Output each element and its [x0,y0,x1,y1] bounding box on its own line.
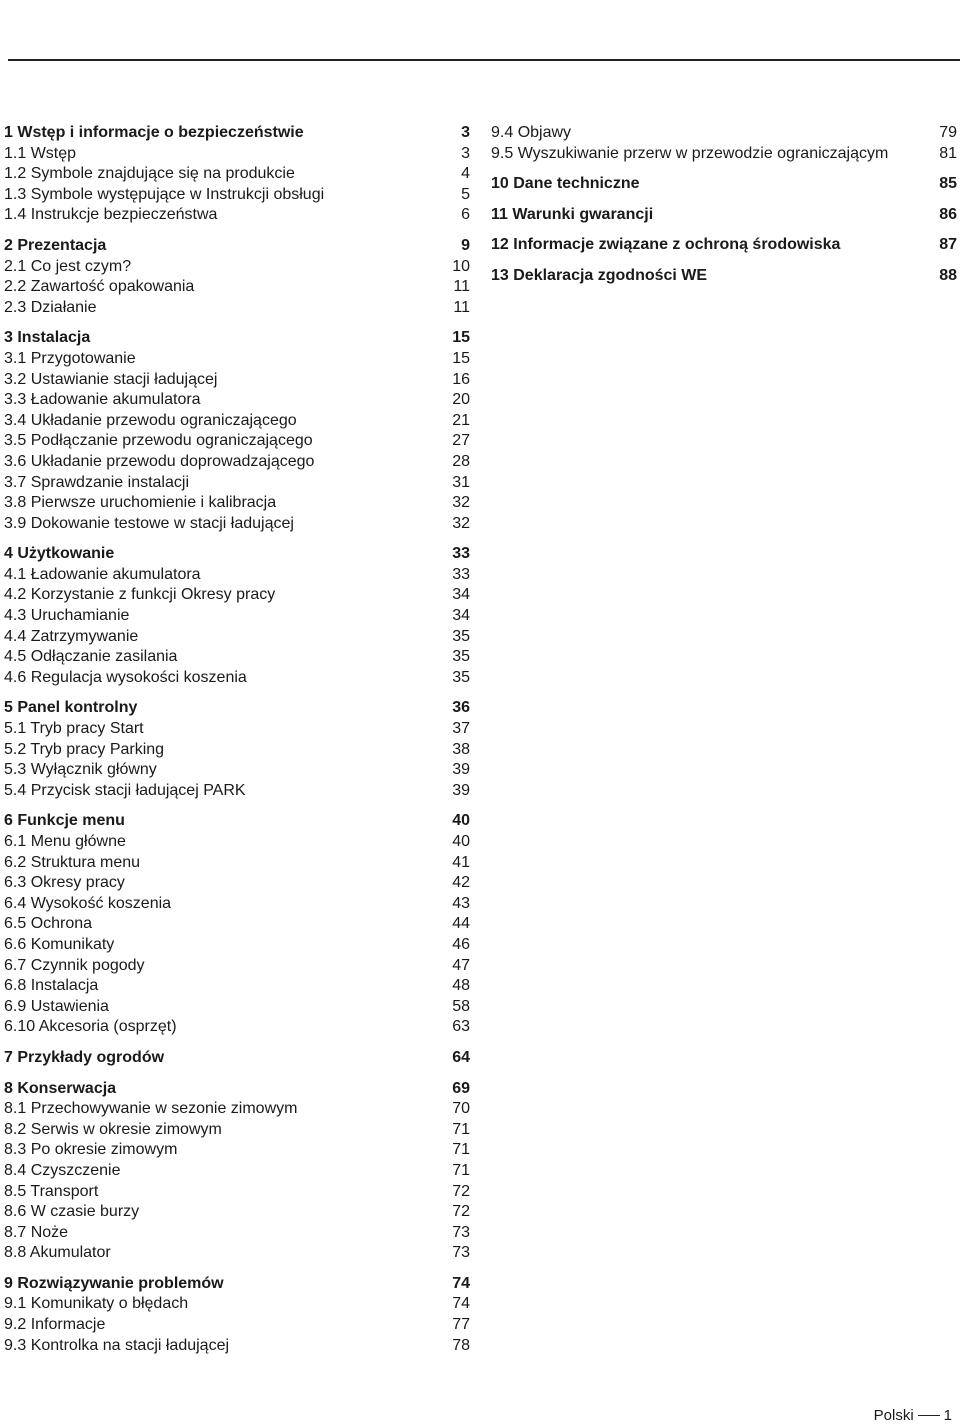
footer-page-number: 1 [943,1407,952,1424]
toc-page-number: 11 [453,298,470,316]
toc-entry[interactable] [4,565,470,586]
top-rule [8,59,960,61]
toc-entry[interactable] [4,1223,470,1244]
toc-entry-title: 8.3 Po okresie zimowym [4,1141,178,1159]
toc-section-heading[interactable] [4,1274,470,1295]
toc-entry[interactable] [4,473,470,494]
toc-entry[interactable] [4,873,470,894]
toc-entry[interactable] [4,832,470,853]
toc-entry[interactable] [4,277,470,298]
toc-entry[interactable] [4,1099,470,1120]
toc-heading-title: 5 Panel kontrolny [4,699,138,717]
toc-page-number: 38 [452,740,470,758]
toc-page-number: 71 [452,1120,470,1138]
toc-entry[interactable] [4,514,470,535]
toc-entry-title: 4.6 Regulacja wysokości koszenia [4,668,247,686]
toc-page-number: 33 [452,565,470,583]
toc-entry-title: 1.4 Instrukcje bezpieczeństwa [4,206,218,224]
toc-entry-title: 6.9 Ustawienia [4,997,109,1015]
toc-page-number: 35 [452,668,470,686]
toc-entry[interactable] [4,719,470,740]
toc-page-number: 32 [452,494,470,512]
toc-heading-title: 3 Instalacja [4,329,91,347]
toc-page-number: 3 [461,144,470,162]
toc-entry-title: 5.2 Tryb pracy Parking [4,740,165,758]
toc-section-heading[interactable] [4,236,470,257]
toc-page-number: 58 [452,997,470,1015]
toc-entry-title: 6.7 Czynnik pogody [4,956,145,974]
toc-page-number: 85 [939,175,957,193]
toc-section-heading[interactable] [491,266,957,287]
toc-page-number: 28 [452,452,470,470]
toc-page-number: 39 [452,781,470,799]
toc-page-number: 27 [452,432,470,450]
toc-page-number: 70 [452,1100,470,1118]
toc-entry[interactable] [4,935,470,956]
toc-heading-title: 13 Deklaracja zgodności WE [491,266,708,284]
toc-page-number: 72 [452,1182,470,1200]
toc-entry-title: 1.1 Wstęp [4,144,77,162]
toc-section [4,811,470,1038]
footer-language: Polski [873,1407,914,1424]
toc-entry[interactable] [4,298,470,319]
toc-entry-title: 4.1 Ładowanie akumulatora [4,565,201,583]
toc-page-number: 21 [452,411,470,429]
toc-page-number: 81 [939,144,957,162]
toc-entry-title: 9.1 Komunikaty o błędach [4,1295,189,1313]
toc-section [491,235,957,256]
toc-entry-title: 8.4 Czyszczenie [4,1161,121,1179]
toc-entry[interactable] [4,349,470,370]
toc-page-number: 63 [452,1018,470,1036]
toc-entry-title: 2.1 Co jest czym? [4,257,132,275]
toc-page-number: 73 [452,1244,470,1262]
toc-entry[interactable] [4,257,470,278]
toc-page-number: 5 [461,185,470,203]
toc-entry[interactable] [4,606,470,627]
toc-entry[interactable] [4,585,470,606]
toc-entry-title: 3.1 Przygotowanie [4,349,136,367]
toc-section-heading[interactable] [4,1079,470,1100]
toc-section-heading[interactable] [4,123,470,144]
toc-entry-title: 3.3 Ładowanie akumulatora [4,391,201,409]
toc-section-heading[interactable] [4,328,470,349]
toc-entry-title: 3.2 Ustawianie stacji ładującej [4,370,218,388]
toc-entry-title: 9.2 Informacje [4,1316,106,1334]
toc-entry-title: 2.2 Zawartość opakowania [4,278,195,296]
toc-page-number: 4 [461,165,470,183]
toc-entry-title: 8.6 W czasie burzy [4,1203,140,1221]
page-footer [874,1407,952,1424]
toc-section [4,328,470,534]
toc-entry-title: 9.4 Objawy [491,124,572,141]
toc-page-number: 33 [452,545,470,563]
toc-entry-title: 9.3 Kontrolka na stacji ładującej [4,1336,230,1354]
toc-section-heading[interactable] [4,698,470,719]
toc-page-number: 71 [452,1161,470,1179]
toc-entry[interactable] [4,390,470,411]
toc-entry-title: 2.3 Działanie [4,298,97,316]
toc-entry-title: 3.4 Układanie przewodu ograniczającego [4,411,297,429]
toc-entry[interactable] [4,997,470,1018]
toc-entry[interactable] [491,144,957,165]
toc-page-number: 34 [452,607,470,625]
toc-entry[interactable] [4,1120,470,1141]
toc-page-number: 11 [453,278,470,296]
toc-entry[interactable] [4,164,470,185]
toc-entry-title: 3.9 Dokowanie testowe w stacji ładującej [4,514,294,532]
toc-entry[interactable] [4,185,470,206]
toc-page-number: 88 [939,266,957,284]
toc-entry[interactable] [4,370,470,391]
toc-page-number: 34 [452,586,470,604]
toc-heading-title: 11 Warunki gwarancji [491,205,654,223]
toc-page-number: 20 [452,391,470,409]
toc-entry-title: 6.2 Struktura menu [4,853,141,871]
toc-page-number: 15 [452,349,470,367]
toc-page-number: 32 [452,514,470,532]
toc-entry[interactable] [491,123,957,144]
toc-entry-title: 1.3 Symbole występujące w Instrukcji obsługi [4,185,325,203]
toc-page-number: 35 [452,627,470,645]
toc-entry-title: 1.2 Symbole znajdujące się na produkcie [4,165,295,183]
toc-page-number: 36 [452,699,470,717]
toc-entry-title: 4.5 Odłączanie zasilania [4,648,178,666]
toc-page-number: 48 [452,977,470,995]
toc-page-number: 39 [452,761,470,779]
toc-page-number: 74 [452,1274,470,1292]
toc-section [491,205,957,226]
toc-left-column [4,123,470,1366]
toc-section-heading[interactable] [4,811,470,832]
toc-page-number: 42 [452,874,470,892]
toc-heading-title: 7 Przykłady ogrodów [4,1048,165,1066]
toc-page-number: 74 [452,1295,470,1313]
toc-entry[interactable] [4,914,470,935]
toc-heading-title: 9 Rozwiązywanie problemów [4,1274,224,1292]
toc-entry-title: 8.1 Przechowywanie w sezonie zimowym [4,1100,298,1118]
toc-entry-title: 4.3 Uruchamianie [4,607,130,625]
toc-entry[interactable] [4,1243,470,1264]
toc-section [4,544,470,688]
toc-entry[interactable] [4,956,470,977]
toc-page-number: 73 [452,1223,470,1241]
toc-entry[interactable] [4,205,470,226]
toc-entry[interactable] [4,1202,470,1223]
toc-entry[interactable] [4,1315,470,1336]
toc-entry-title: 6.6 Komunikaty [4,935,115,953]
toc-section [4,1079,470,1264]
toc-entry-title: 5.1 Tryb pracy Start [4,720,144,738]
toc-entry[interactable] [4,668,470,689]
toc-page-number: 79 [939,124,957,141]
toc-page-number: 77 [452,1316,470,1334]
toc-entry-title: 6.4 Wysokość koszenia [4,894,172,912]
toc-entry[interactable] [4,1294,470,1315]
toc-heading-title: 4 Użytkowanie [4,545,115,563]
toc-page-number: 46 [452,935,470,953]
toc-entry[interactable] [4,760,470,781]
toc-page-number: 15 [452,329,470,347]
toc-page-number: 40 [452,833,470,850]
toc-entry[interactable] [4,976,470,997]
toc-entry[interactable] [4,894,470,915]
toc-heading-title: 12 Informacje związane z ochroną środowiska [491,236,841,254]
toc-entry[interactable] [4,647,470,668]
toc-page-number: 64 [452,1048,470,1066]
footer-dash [918,1415,940,1416]
toc-entry-title: 3.6 Układanie przewodu doprowadzającego [4,452,315,470]
toc-section [491,174,957,195]
toc-page-number: 87 [939,236,957,254]
toc-page-number: 9 [461,236,470,254]
toc-section [491,123,957,164]
toc-section [4,1274,470,1356]
toc-page-number: 72 [452,1203,470,1221]
toc-page-number: 44 [452,915,470,933]
toc-section [4,123,470,226]
toc-entry-title: 9.5 Wyszukiwanie przerw w przewodzie ograniczającym [491,144,889,162]
toc-right-column [491,123,957,297]
toc-entry[interactable] [4,1161,470,1182]
toc-entry-title: 8.5 Transport [4,1182,99,1200]
toc-entry-title: 5.4 Przycisk stacji ładującej PARK [4,781,246,799]
toc-entry[interactable] [4,1017,470,1038]
toc-entry[interactable] [4,1336,470,1357]
toc-section [491,266,957,287]
toc-entry[interactable] [4,853,470,874]
toc-entry-title: 4.4 Zatrzymywanie [4,627,139,645]
toc-section [4,1048,470,1069]
toc-section-heading[interactable] [491,174,957,195]
toc-entry[interactable] [4,411,470,432]
toc-entry[interactable] [4,144,470,165]
toc-page-number: 47 [452,956,470,974]
toc-page-number: 71 [452,1141,470,1159]
toc-entry-title: 6.1 Menu główne [4,833,126,850]
toc-entry[interactable] [4,740,470,761]
toc-entry-title: 5.3 Wyłącznik główny [4,761,157,779]
toc-heading-title: 8 Konserwacja [4,1079,117,1097]
toc-heading-title: 6 Funkcje menu [4,812,125,830]
toc-section [4,236,470,318]
toc-page-number: 40 [452,812,470,830]
toc-heading-title: 1 Wstęp i informacje o bezpieczeństwie [4,124,304,141]
toc-entry-title: 3.8 Pierwsze uruchomienie i kalibracja [4,494,277,512]
toc-section-heading[interactable] [4,544,470,565]
toc-page-number: 16 [452,370,470,388]
toc-page-number: 78 [452,1336,470,1354]
toc-entry-title: 6.3 Okresy pracy [4,874,125,892]
toc-entry-title: 4.2 Korzystanie z funkcji Okresy pracy [4,586,276,604]
toc-entry[interactable] [4,1182,470,1203]
toc-entry[interactable] [4,431,470,452]
toc-entry[interactable] [4,493,470,514]
toc-entry[interactable] [4,627,470,648]
toc-page-number: 10 [452,257,470,275]
toc-entry[interactable] [4,781,470,802]
toc-section-heading[interactable] [491,205,957,226]
toc-section-heading[interactable] [491,235,957,256]
toc-page-number: 3 [461,124,470,141]
toc-page-number: 41 [452,853,470,871]
toc-page-number: 43 [452,894,470,912]
toc-page-number: 86 [939,205,957,223]
toc-entry-title: 3.7 Sprawdzanie instalacji [4,473,189,491]
toc-page-number: 69 [452,1079,470,1097]
toc-page-number: 37 [452,720,470,738]
toc-entry-title: 6.8 Instalacja [4,977,99,995]
toc-entry-title: 8.7 Noże [4,1223,69,1241]
toc-section [4,698,470,801]
toc-heading-title: 2 Prezentacja [4,236,107,254]
toc-entry[interactable] [4,1140,470,1161]
toc-heading-title: 10 Dane techniczne [491,175,640,193]
toc-entry-title: 8.2 Serwis w okresie zimowym [4,1120,222,1138]
toc-entry-title: 6.5 Ochrona [4,915,93,933]
toc-entry-title: 8.8 Akumulator [4,1244,111,1262]
toc-page-number: 6 [461,206,470,224]
toc-entry-title: 3.5 Podłączanie przewodu ograniczającego [4,432,313,450]
toc-entry[interactable] [4,452,470,473]
toc-page-number: 31 [452,473,470,491]
toc-page-number: 35 [452,648,470,666]
toc-section-heading[interactable] [4,1048,470,1069]
toc-entry-title: 6.10 Akcesoria (osprzęt) [4,1018,177,1036]
